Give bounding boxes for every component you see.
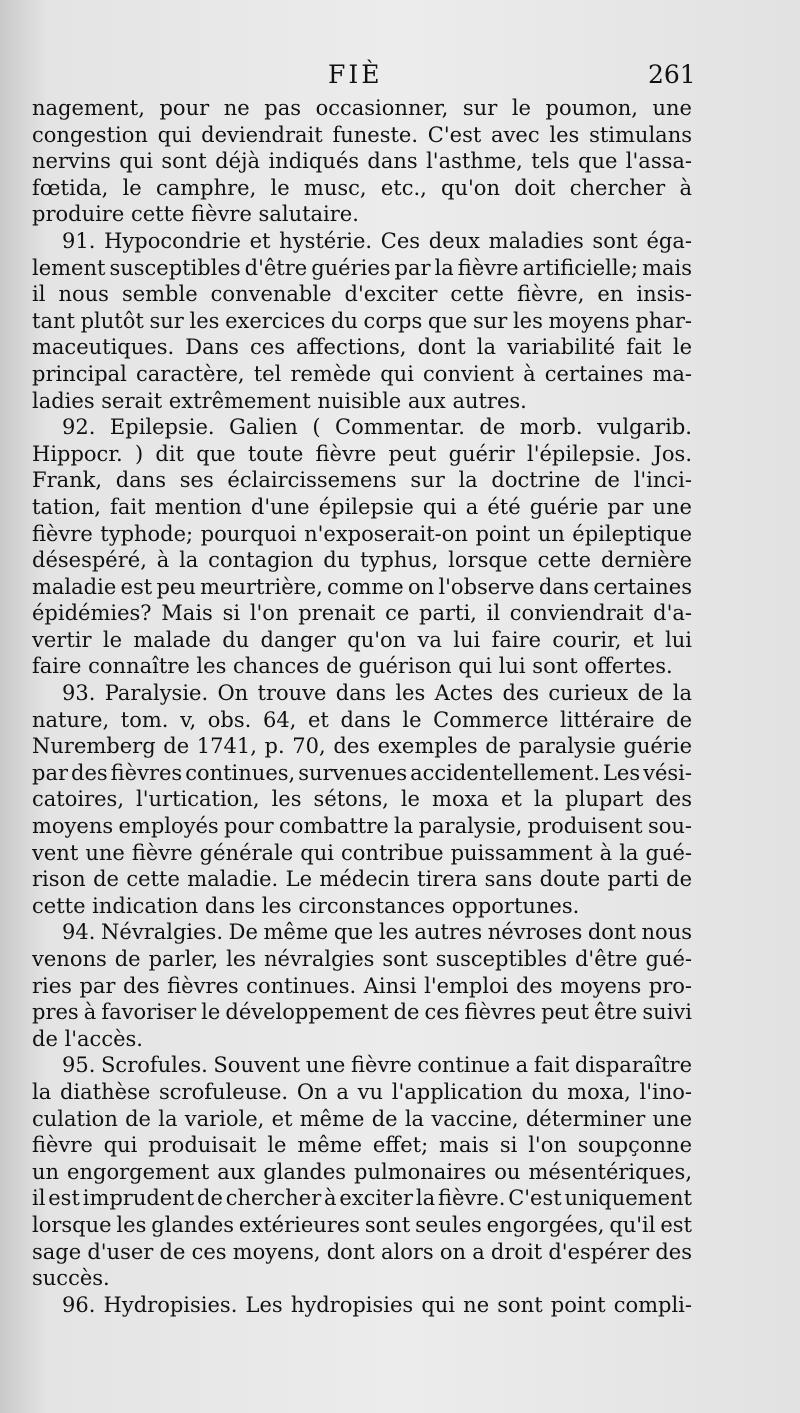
text-line: vent une fièvre générale qui contribue puissamment à la gué-	[32, 840, 692, 865]
page-number: 261	[648, 60, 696, 89]
text-line: il nous semble convenable d'exciter cette fièvre, en insis-	[32, 282, 692, 307]
text-line: Hippocr. ) dit que toute fièvre peut guérir l'épilepsie. Jos.	[32, 441, 692, 466]
text-line: maladie est peu meurtrière, comme on l'observe dans certaines	[32, 574, 692, 599]
text-line: fièvre typhode; pourquoi n'exposerait-on point un épileptique	[32, 521, 692, 546]
text-line: lorsque les glandes extérieures sont seules engorgées, qu'il est	[32, 1212, 692, 1237]
text-line: culation de la variole, et même de la vaccine, déterminer une	[32, 1106, 692, 1131]
text-line: pres à favoriser le développement de ces fièvres peut être suivi	[32, 1000, 692, 1025]
text-line: nervins qui sont déjà indiqués dans l'asthme, tels que l'assa-	[32, 149, 692, 174]
text-line: tation, fait mention d'une épilepsie qui a été guérie par une	[32, 494, 692, 519]
body-text	[32, 95, 692, 1318]
text-line: par des fièvres continues, survenues accidentellement. Les vési-	[32, 760, 692, 785]
text-line: moyens employés pour combattre la paralysie, produisent sou-	[32, 814, 692, 839]
text-line: vertir le malade du danger qu'on va lui faire courir, et lui	[32, 627, 692, 652]
text-line: rison de cette maladie. Le médecin tirera sans doute parti de	[32, 867, 692, 892]
text-line: sage d'user de ces moyens, dont alors on a droit d'espérer des	[32, 1239, 692, 1264]
text-line: Nuremberg de 1741, p. 70, des exemples de paralysie guérie	[32, 734, 692, 759]
text-line: venons de parler, les névralgies sont susceptibles d'être gué-	[32, 947, 692, 971]
text-line: de l'accès.	[32, 1026, 143, 1051]
text-line: fièvre qui produisait le même effet; mais si l'on soupçonne	[32, 1133, 692, 1158]
section-95-heading-line: 95. Scrofules. Souvent une fièvre continue a fait disparaître	[62, 1053, 692, 1078]
text-line: Frank, dans ses éclaircissemens sur la doctrine de l'inci-	[32, 468, 692, 493]
text-line: ladies serait extrêmement nuisible aux autres.	[32, 388, 527, 413]
text-line: désespéré, à la contagion du typhus, lorsque cette dernière	[32, 548, 692, 573]
text-line: produire cette fièvre salutaire.	[32, 202, 359, 227]
text-line: nature, tom. v, obs. 64, et dans le Commerce littéraire de	[32, 707, 692, 732]
text-line: la diathèse scrofuleuse. On a vu l'application du moxa, l'ino-	[32, 1079, 692, 1104]
text-line: catoires, l'urtication, les sétons, le moxa et la plupart des	[32, 787, 692, 812]
text-line: un engorgement aux glandes pulmonaires ou mésentériques,	[32, 1159, 692, 1184]
text-line: fœtida, le camphre, le musc, etc., qu'on doit chercher à	[32, 175, 692, 200]
text-line: tant plutôt sur les exercices du corps que sur les moyens phar-	[32, 308, 692, 333]
text-line: ries par des fièvres continues. Ainsi l'emploi des moyens pro-	[32, 973, 692, 998]
text-line: cette indication dans les circonstances opportunes.	[32, 893, 580, 918]
section-93-heading-line: 93. Paralysie. On trouve dans les Actes des curieux de la	[62, 681, 692, 706]
page-header	[0, 52, 800, 92]
text-line: faire connaître les chances de guérison qui lui sont offertes.	[32, 654, 673, 679]
section-92-heading-line: 92. Epilepsie. Galien ( Commentar. de morb. vulgarib.	[62, 415, 692, 440]
section-91-heading-line: 91. Hypocondrie et hystérie. Ces deux maladies sont éga-	[62, 228, 692, 253]
text-line: congestion qui deviendrait funeste. C'est avec les stimulans	[32, 122, 692, 147]
text-line: il est imprudent de chercher à exciter la fièvre. C'est uniquement	[32, 1186, 692, 1211]
section-94-heading-line: 94. Névralgies. De même que les autres névroses dont nous	[62, 920, 692, 945]
text-line: maceutiques. Dans ces affections, dont la variabilité fait le	[32, 335, 692, 360]
text-line: lement susceptibles d'être guéries par la fièvre artificielle; mais	[32, 255, 692, 280]
text-line: nagement, pour ne pas occasionner, sur le poumon, une	[32, 96, 692, 120]
text-line: principal caractère, tel remède qui convient à certaines ma-	[32, 361, 692, 386]
running-head: FIÈ	[328, 60, 383, 89]
text-line: succès.	[32, 1266, 110, 1291]
section-96-heading-line: 96. Hydropisies. Les hydropisies qui ne sont point compli-	[62, 1292, 692, 1317]
text-line: épidémies? Mais si l'on prenait ce parti, il conviendrait d'a-	[32, 601, 692, 626]
